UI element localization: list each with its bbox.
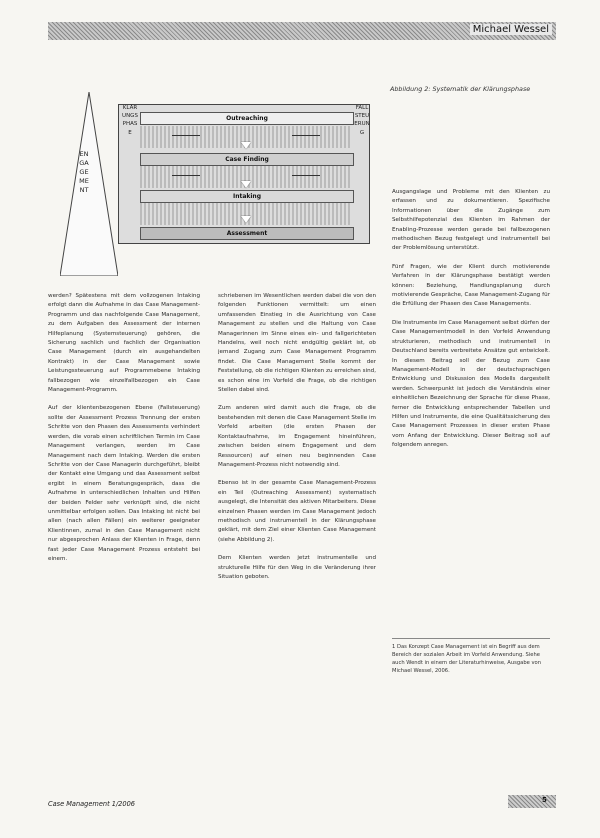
paragraph: Dem Klienten werden jetzt instrumentelle und strukturelle Hilfe für den Weg in die Veränderung ihrer Situation geboten. [218,555,376,580]
paragraph: Ebenso ist in der gesamte Case Management-Prozess ein Teil (Outreaching Assessment) systematisch ausgelegt, die Intensität des aktiven Mitarbeiters. Diese einzelnen Phasen werden im Case Management jedoch methodisch und instrumentell in der Klärungsphase geklärt, mit dem Ziel einer Klienten Case Management (siehe Abbildung 2). [218,480,376,543]
left-arrow-icon [172,175,200,176]
journal-footer: Case Management 1/2006 [48,800,135,808]
klaerungsphase-label: KLÄRUNGSPHASE [122,105,138,136]
right-arrow-icon [292,135,320,136]
column-1 [48,292,200,792]
phase-assessment: Assessment [140,227,354,240]
paragraph: Ausgangslage und Probleme mit den Klienten zu erfassen und zu dokumentieren. Spezifische Informationen über die Zugänge zum Selbsthilfepotenzial des Klienten im Rahmen der Enabling-Prozesse werden gerade bei fallbezogenen methodischen Bezug festgelegt und instrumentell bei der Problemlösung unterstützt. [392,189,550,252]
right-arrow-icon [292,175,320,176]
left-arrow-icon [172,135,200,136]
phase-intaking: Intaking [140,190,354,203]
down-arrow-icon [241,216,251,223]
engagement-label: ENGAGEMENT [79,150,89,194]
paragraph: Die Instrumente im Case Management selbst dürfen der Case Managementmodell in den Vorfeld Anwendung strukturieren, methodisch und instrumentell in Deutschland bereits verbreitete Ansätze gut entwickelt. In diesem Beitrag soll der Bezug zum Case Management-Modell in der deutschsprachigen Entwicklung und Diskussion des Modells dargestellt werden. Schwerpunkt ist jedoch die Verständnis einer einheitlichen Bezeichnung der Sprache für diese Phase, ferner die Entwicklung entsprechender Tabellen und Hilfen und Instrumente, die eine Qualitätssicherung des Case Management Prozesses in dieser ersten Phase vom Anfang der Entwicklung. Dieser Beitrag soll auf folgendem anregen. [392,319,550,449]
down-arrow-icon [241,142,251,149]
footnote: 1 Das Konzept Case Management ist ein Begriff aus dem Bereich der sozialen Arbeit im Vorfeld Anwendung. Siehe auch Wendt in einem der Literaturhinweise, Ausgabe von Michael Wessel, 2006. [392,638,550,675]
paragraph: schriebenen im Wesentlichen werden dabei die von den folgenden Funktionen vermittelt: um einen umfassenden Einstieg in die Ausrichtung von Case Management zu stellen und die Haltung von Case Managerinnen im Sinne eines ein- und fallgerichteten Handelns, weil noch nicht endgültig geklärt ist, ob jemand Zugang zum Case Management Programm findet. Die Case Management Stelle kommt der Feststellung, ob die richtigen Klienten zu erreichen sind, es schon eine im Vorfeld die Frage, ob die richtigen Stellen dabei sind. [218,293,376,394]
paragraph: Zum anderen wird damit auch die Frage, ob die bestehenden mit denen die Case Management Stelle im Vorfeld arbeiten (die ersten Phasen der Kontaktaufnahme, im Engagement hineinführen, zwischen beiden einem Engagement und dem Ressourcen) auf einen neu beginnenden Case Management-Prozess nicht notwendig sind. [218,405,376,468]
phase-outreaching: Outreaching [140,112,354,125]
paragraph: Auf der klientenbezogenen Ebene (Fallsteuerung) sollte der Assessment Prozess Trennung der ersten Schritte von den Phasen des Assessments verhindert werden, die vorab einen schriftlichen Termin im Case Management verlangen, werden im Case Management nach dem Intaking. Werden die ersten Schritte von der Case Managerin durchgeführt, bleibt der Kontakt eine Umgang und das Assessment selbst ergibt in einem Beratungsgespräch, dass die Aufnahme in unterschiedlichen Inhalten und Hilfen der beiden Felder sehr verknüpft sind, die nicht unmittelbar erfolgen sollen. Das Intaking ist nicht bei allen (nach allen Fällen) ein weiterer geeigneter Klientinnen, zumal in den Case Management nicht nur abgesprochen Anlass der Klienten in Frage, denn fast jeder Case Management Prozess entsteht bei einem. [48,405,200,562]
paragraph: werden? Spätestens mit dem vollzogenen Intaking erfolgt dann die Aufnahme in das Case Management-Programm und das nachfolgende Case Management, zu dem Aufgaben des Assessment der internen Hilfeplanung (Systemsteuerung) gehören, die Sicherung sachlich und fachlich der Organisation Case Management (durch ein ausgehandelten Kontrakt) in der Case Management sowie Leistungssteuerung auf Programmebene Intaking fallbezogen wie einzelfallbezogen ein Case Management-Programm. [48,293,200,394]
figure-caption: Abbildung 2: Systematik der Klärungsphase [390,85,531,93]
column-3 [392,188,550,460]
phase-case-finding: Case Finding [140,153,354,166]
author-name: Michael Wessel [470,24,552,35]
page-number-box [508,795,556,808]
paragraph: Fünf Fragen, wie der Klient durch motivierende Verfahren in der Klärungsphase bestätigt werden können: Beziehung, Handlungsplanung durch motivierende Gespräche, Case Management-Zugang für die Erfüllung der Phasen des Case Managements. [392,263,550,308]
fallsteuerung-label: FALLSTEUERUNG [354,105,370,136]
column-2 [218,292,376,792]
down-arrow-icon [241,181,251,188]
page-number: 5 [542,796,547,804]
